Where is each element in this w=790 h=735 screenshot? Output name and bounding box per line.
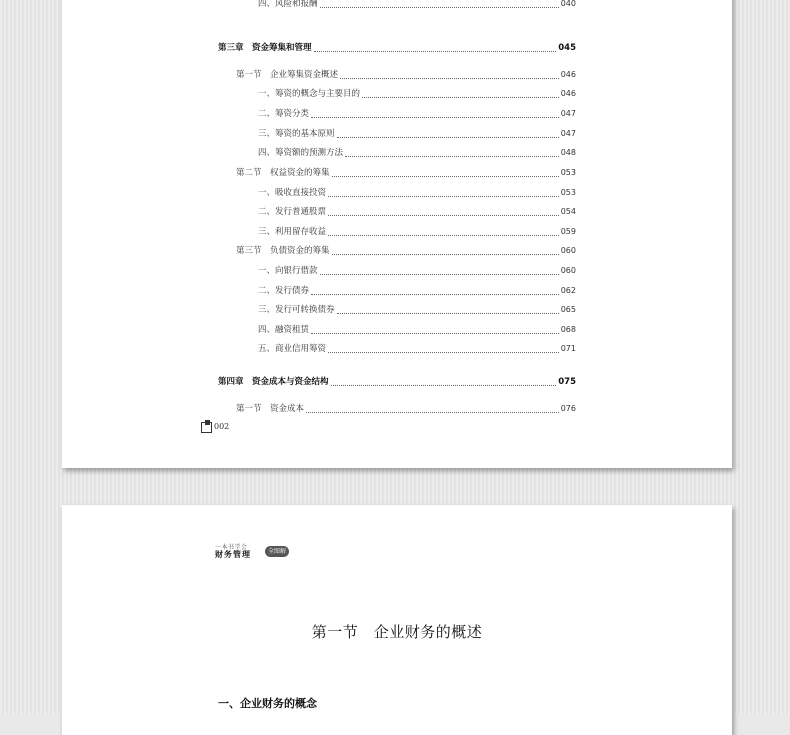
toc-leader-dots bbox=[331, 385, 557, 386]
toc-label: 四、筹资额的预测方法 bbox=[258, 148, 344, 158]
toc-label: 一、向银行借款 bbox=[258, 266, 318, 276]
toc-chapter[interactable] bbox=[218, 375, 576, 389]
toc-page-number: 068 bbox=[560, 325, 576, 334]
toc-leader-dots bbox=[332, 176, 559, 177]
logo-title: 财务管理 bbox=[215, 550, 251, 559]
toc-section[interactable] bbox=[236, 402, 576, 416]
toc-page-number: 075 bbox=[558, 377, 576, 387]
toc-label: 二、发行债券 bbox=[258, 286, 310, 296]
toc-leader-dots bbox=[320, 7, 559, 8]
book-logo bbox=[215, 542, 295, 562]
toc-page-number: 045 bbox=[558, 43, 576, 53]
section-subhead: 一、企业财务的概念 bbox=[218, 697, 317, 710]
toc-leader-dots bbox=[328, 215, 559, 216]
toc-page-number: 047 bbox=[560, 109, 576, 118]
toc-label: 第一节 资金成本 bbox=[236, 404, 305, 414]
toc-label: 三、发行可转换债券 bbox=[258, 305, 335, 315]
toc-item[interactable] bbox=[258, 264, 576, 278]
toc-section[interactable] bbox=[236, 166, 576, 180]
toc-label: 二、发行普通股票 bbox=[258, 207, 327, 217]
logo-badge: 全图解 bbox=[265, 546, 289, 557]
toc-leader-dots bbox=[362, 97, 559, 98]
toc-item[interactable] bbox=[258, 146, 576, 160]
toc-section[interactable] bbox=[236, 244, 576, 258]
toc-leader-dots bbox=[328, 235, 559, 236]
toc-page-number: 065 bbox=[560, 305, 576, 314]
toc-page-number: 048 bbox=[560, 148, 576, 157]
toc-leader-dots bbox=[328, 352, 559, 353]
section-title: 第一节 企业财务的概述 bbox=[311, 623, 483, 641]
toc-leader-dots bbox=[337, 137, 559, 138]
toc-leader-dots bbox=[320, 274, 559, 275]
toc-label: 二、筹资分类 bbox=[258, 109, 310, 119]
toc-label: 第三节 负债资金的筹集 bbox=[236, 246, 330, 256]
toc-page-number: 046 bbox=[560, 89, 576, 98]
toc-leader-dots bbox=[314, 51, 557, 52]
toc-page-number: 071 bbox=[560, 344, 576, 353]
toc-item[interactable] bbox=[258, 186, 576, 200]
toc-label: 第二节 权益资金的筹集 bbox=[236, 168, 330, 178]
toc-page-number: 053 bbox=[560, 168, 576, 177]
toc-item[interactable] bbox=[258, 107, 576, 121]
toc-label: 四、融资租赁 bbox=[258, 325, 310, 335]
toc-item[interactable] bbox=[258, 303, 576, 317]
toc-label: 三、筹资的基本原则 bbox=[258, 129, 335, 139]
toc-page-number: 054 bbox=[560, 207, 576, 216]
toc-item[interactable] bbox=[258, 342, 576, 356]
toc-item[interactable] bbox=[258, 127, 576, 141]
toc-label: 四、风险和报酬 bbox=[258, 0, 318, 9]
toc-item[interactable] bbox=[258, 323, 576, 337]
content-page bbox=[62, 505, 732, 735]
toc-page-number: 062 bbox=[560, 286, 576, 295]
toc-page-number: 076 bbox=[560, 404, 576, 413]
toc-label: 第一节 企业筹集资金概述 bbox=[236, 70, 339, 80]
toc-page-number: 046 bbox=[560, 70, 576, 79]
toc-page-number: 047 bbox=[560, 129, 576, 138]
toc-page-number: 059 bbox=[560, 227, 576, 236]
toc-leader-dots bbox=[311, 333, 559, 334]
toc-item[interactable] bbox=[258, 284, 576, 298]
page-number: 002 bbox=[214, 421, 230, 431]
toc-label: 三、利用留存收益 bbox=[258, 227, 327, 237]
toc-item[interactable] bbox=[258, 87, 576, 101]
toc-leader-dots bbox=[332, 254, 559, 255]
toc-leader-dots bbox=[340, 78, 559, 79]
page-footer bbox=[201, 419, 229, 433]
toc-leader-dots bbox=[306, 412, 559, 413]
toc-page-number: 060 bbox=[560, 246, 576, 255]
toc-item[interactable] bbox=[258, 225, 576, 239]
toc-page-number: 053 bbox=[560, 188, 576, 197]
toc-leader-dots bbox=[311, 117, 559, 118]
toc-label: 第四章 资金成本与资金结构 bbox=[218, 377, 329, 387]
logo-tagline: 一本书学会 bbox=[215, 544, 248, 551]
toc-label: 一、吸收直接投资 bbox=[258, 188, 327, 198]
toc-section[interactable] bbox=[236, 68, 576, 82]
toc-label: 第三章 资金筹集和管理 bbox=[218, 43, 312, 53]
toc-label: 一、筹资的概念与主要目的 bbox=[258, 89, 361, 99]
toc-leader-dots bbox=[311, 294, 559, 295]
toc-item[interactable] bbox=[258, 205, 576, 219]
page-corner-icon bbox=[201, 420, 213, 432]
toc-leader-dots bbox=[328, 196, 559, 197]
toc-page-number: 040 bbox=[560, 0, 576, 8]
toc-page bbox=[62, 0, 732, 468]
toc-leader-dots bbox=[345, 156, 559, 157]
toc-item[interactable] bbox=[258, 0, 576, 11]
toc-chapter[interactable] bbox=[218, 41, 576, 55]
toc-label: 五、商业信用筹资 bbox=[258, 344, 327, 354]
toc-leader-dots bbox=[337, 313, 559, 314]
toc-page-number: 060 bbox=[560, 266, 576, 275]
